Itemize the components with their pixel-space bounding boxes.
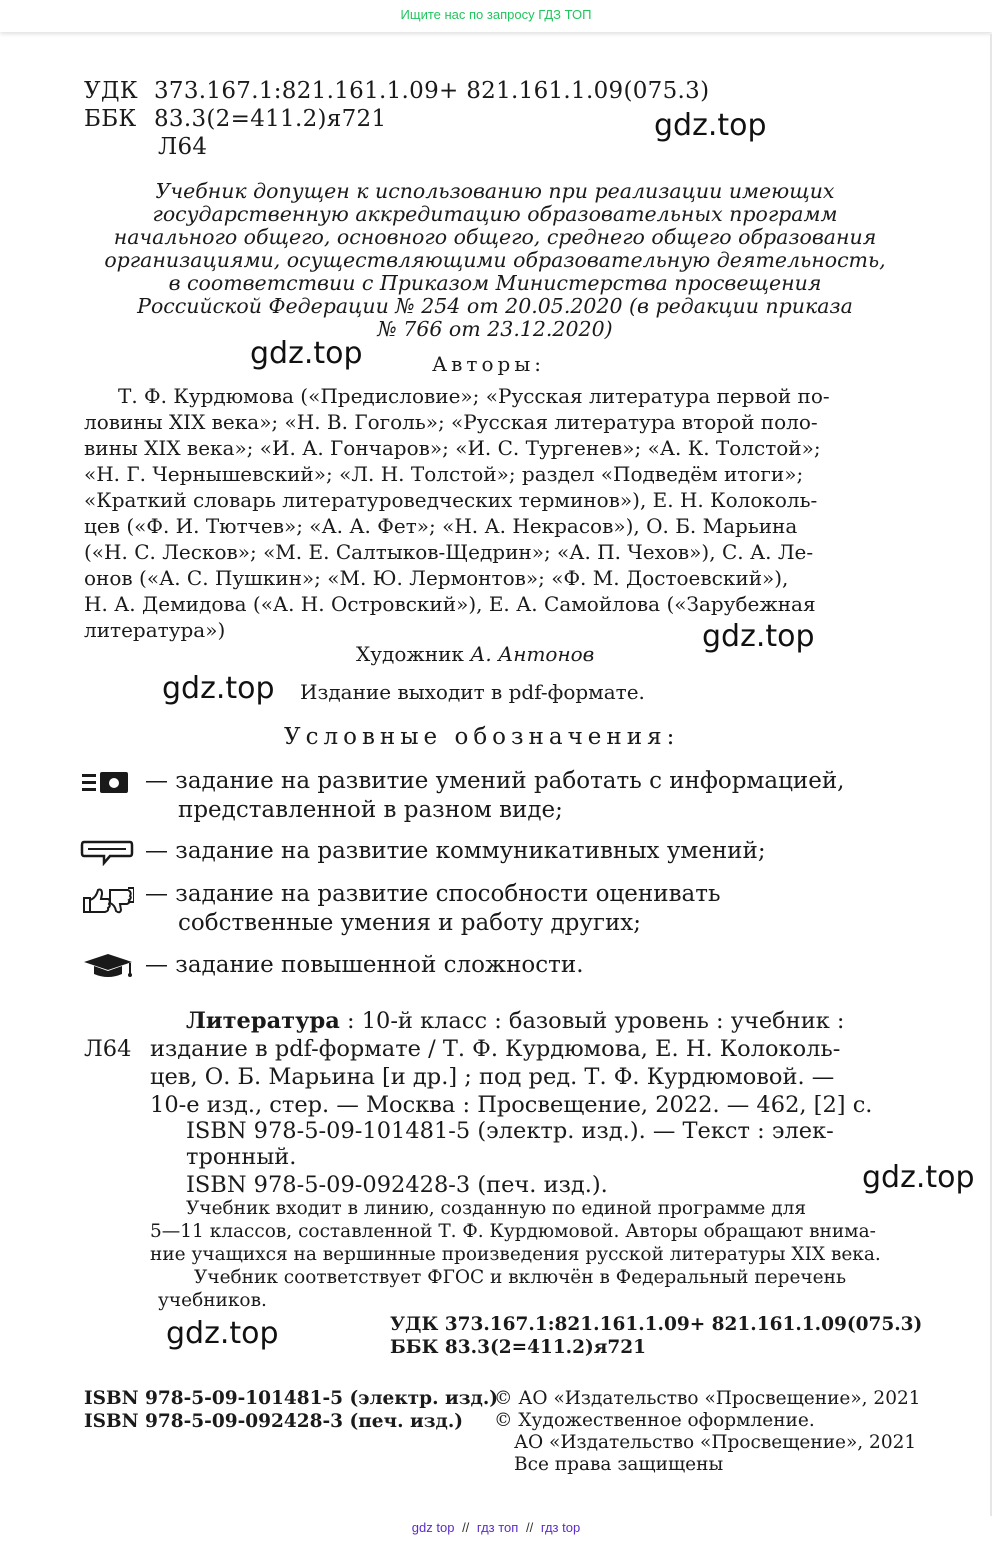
bbk-value: 83.3(2=411.2)я721 — [154, 106, 387, 132]
copyright-line: Все права защищены — [514, 1454, 724, 1475]
annotation-line: Учебник соответствует ФГОС и включён в Федеральный перечень — [194, 1267, 847, 1288]
approval-line: Российской Федерации № 254 от 20.05.2020 (в редакции приказа — [137, 294, 853, 318]
footer-link[interactable]: гдз топ — [476, 1520, 519, 1535]
authors-heading: Авторы: — [432, 352, 545, 376]
watermark: gdz.top — [250, 336, 363, 371]
speech-bubble-icon — [80, 838, 134, 866]
artist-credit — [356, 642, 594, 666]
biblio-line: тронный. — [186, 1144, 297, 1170]
watermark: gdz.top — [654, 108, 767, 143]
footer-link[interactable]: гдз top — [540, 1520, 581, 1535]
approval-line: начального общего, основного общего, среднего общего образования — [113, 225, 877, 249]
legend-item-text: — задание повышенной сложности. — [145, 952, 584, 978]
book-title: Литература — [186, 1008, 340, 1034]
isbn-line: ISBN 978-5-09-101481-5 (электр. изд.) — [84, 1388, 499, 1409]
footer-separator: // — [462, 1520, 470, 1535]
artist-label: Художник — [356, 642, 464, 666]
legend-item-text: — задание на развитие способности оценивать — [145, 881, 721, 907]
approval-line: Учебник допущен к использованию при реализации имеющих — [155, 179, 835, 203]
copyright-line: АО «Издательство «Просвещение», 2021 — [514, 1432, 917, 1453]
legend-item-text: представленной в разном виде; — [178, 797, 563, 823]
info-icon — [80, 771, 130, 795]
graduation-cap-icon — [82, 952, 136, 980]
annotation-line: Учебник входит в линию, созданную по единой программе для — [186, 1198, 807, 1219]
approval-line: организациями, осуществляющими образовательную деятельность, — [104, 248, 886, 272]
authors-line: ловины XIX века»; «Н. В. Гоголь»; «Русская литература второй поло- — [84, 410, 818, 434]
udk-value: 373.167.1:821.161.1.09+ 821.161.1.09(075.3) — [154, 78, 710, 104]
authors-line: цев («Ф. И. Тютчев»; «А. А. Фет»; «Н. А. Некрасов»), О. Б. Марьина — [84, 514, 798, 538]
biblio-line: ISBN 978-5-09-092428-3 (печ. изд.). — [186, 1172, 608, 1198]
isbn-line: ISBN 978-5-09-092428-3 (печ. изд.) — [84, 1411, 464, 1432]
udk-label: УДК — [84, 78, 139, 104]
authors-line: литература») — [84, 618, 226, 642]
authors-line: «Н. Г. Чернышевский»; «Л. Н. Толстой»; раздел «Подведём итоги»; — [84, 462, 804, 486]
annotation-line: ние учащихся на вершинные произведения русской литературы XIX века. — [150, 1244, 881, 1265]
watermark: gdz.top — [702, 619, 815, 654]
watermark: gdz.top — [862, 1160, 975, 1195]
biblio-line-rest: : 10-й класс : базовый уровень : учебник : — [339, 1008, 845, 1034]
title-page — [0, 34, 992, 1516]
thumbs-icon — [80, 884, 134, 916]
copyright-line: © АО «Издательство «Просвещение», 2021 — [494, 1388, 921, 1409]
legend-heading: Условные обозначения: — [284, 724, 680, 750]
biblio-line — [186, 1008, 845, 1034]
biblio-line: издание в pdf-формате / Т. Ф. Курдюмова, Е. Н. Колоколь- — [150, 1036, 841, 1062]
authors-line: Н. А. Демидова («А. Н. Островский»), Е. А. Самойлова («Зарубежная — [84, 592, 816, 616]
bbk-line — [84, 106, 386, 132]
authors-line: «Краткий словарь литературоведческих терминов»), Е. Н. Колоколь- — [84, 488, 818, 512]
watermark: gdz.top — [162, 671, 275, 706]
legend-item-text: — задание на развитие умений работать с информацией, — [145, 768, 845, 794]
authors-line: («Н. С. Лесков»; «М. Е. Салтыков-Щедрин»; «А. П. Чехов»), С. А. Ле- — [84, 540, 814, 564]
bbk-small: ББК 83.3(2=411.2)я721 — [390, 1337, 647, 1358]
artist-name: А. Антонов — [470, 642, 595, 666]
annotation-line: 5—11 классов, составленной Т. Ф. Курдюмовой. Авторы обращают внима- — [150, 1221, 876, 1242]
biblio-code: Л64 — [84, 1036, 132, 1062]
authors-line: онов («А. С. Пушкин»; «М. Ю. Лермонтов»; «Ф. М. Достоевский»), — [84, 566, 789, 590]
legend-item-text: собственные умения и работу других; — [178, 910, 641, 936]
authors-line: Т. Ф. Курдюмова («Предисловие»; «Русская литература первой по- — [118, 384, 830, 408]
legend-item-text: — задание на развитие коммуникативных умений; — [145, 838, 766, 864]
footer-link[interactable]: gdz top — [411, 1520, 455, 1535]
authors-line: вины XIX века»; «И. А. Гончаров»; «И. С. Тургенев»; «А. К. Толстой»; — [84, 436, 821, 460]
biblio-line: 10-е изд., стер. — Москва : Просвещение, 2022. — 462, [2] с. — [150, 1092, 873, 1118]
footer-links — [0, 1520, 992, 1535]
approval-line: в соответствии с Приказом Министерства просвещения — [168, 271, 822, 295]
annotation-line: учебников. — [158, 1290, 267, 1311]
top-banner[interactable]: Ищите нас по запросу ГДЗ ТОП — [0, 0, 992, 32]
bbk-label: ББК — [84, 106, 137, 132]
book-code: Л64 — [158, 134, 208, 160]
udk-small: УДК 373.167.1:821.161.1.09+ 821.161.1.09(075.3) — [390, 1314, 923, 1335]
biblio-line: ISBN 978-5-09-101481-5 (электр. изд.). — Текст : элек- — [186, 1118, 834, 1144]
approval-line: № 766 от 23.12.2020) — [377, 317, 613, 341]
footer-separator: // — [525, 1520, 534, 1535]
watermark: gdz.top — [166, 1316, 279, 1351]
copyright-line: © Художественное оформление. — [494, 1410, 815, 1431]
edition-note: Издание выходит в pdf-формате. — [300, 680, 645, 704]
approval-line: государственную аккредитацию образовательных программ — [152, 202, 838, 226]
udk-line — [84, 78, 709, 104]
biblio-line: цев, О. Б. Марьина [и др.] ; под ред. Т. Ф. Курдюмовой. — — [150, 1064, 835, 1090]
